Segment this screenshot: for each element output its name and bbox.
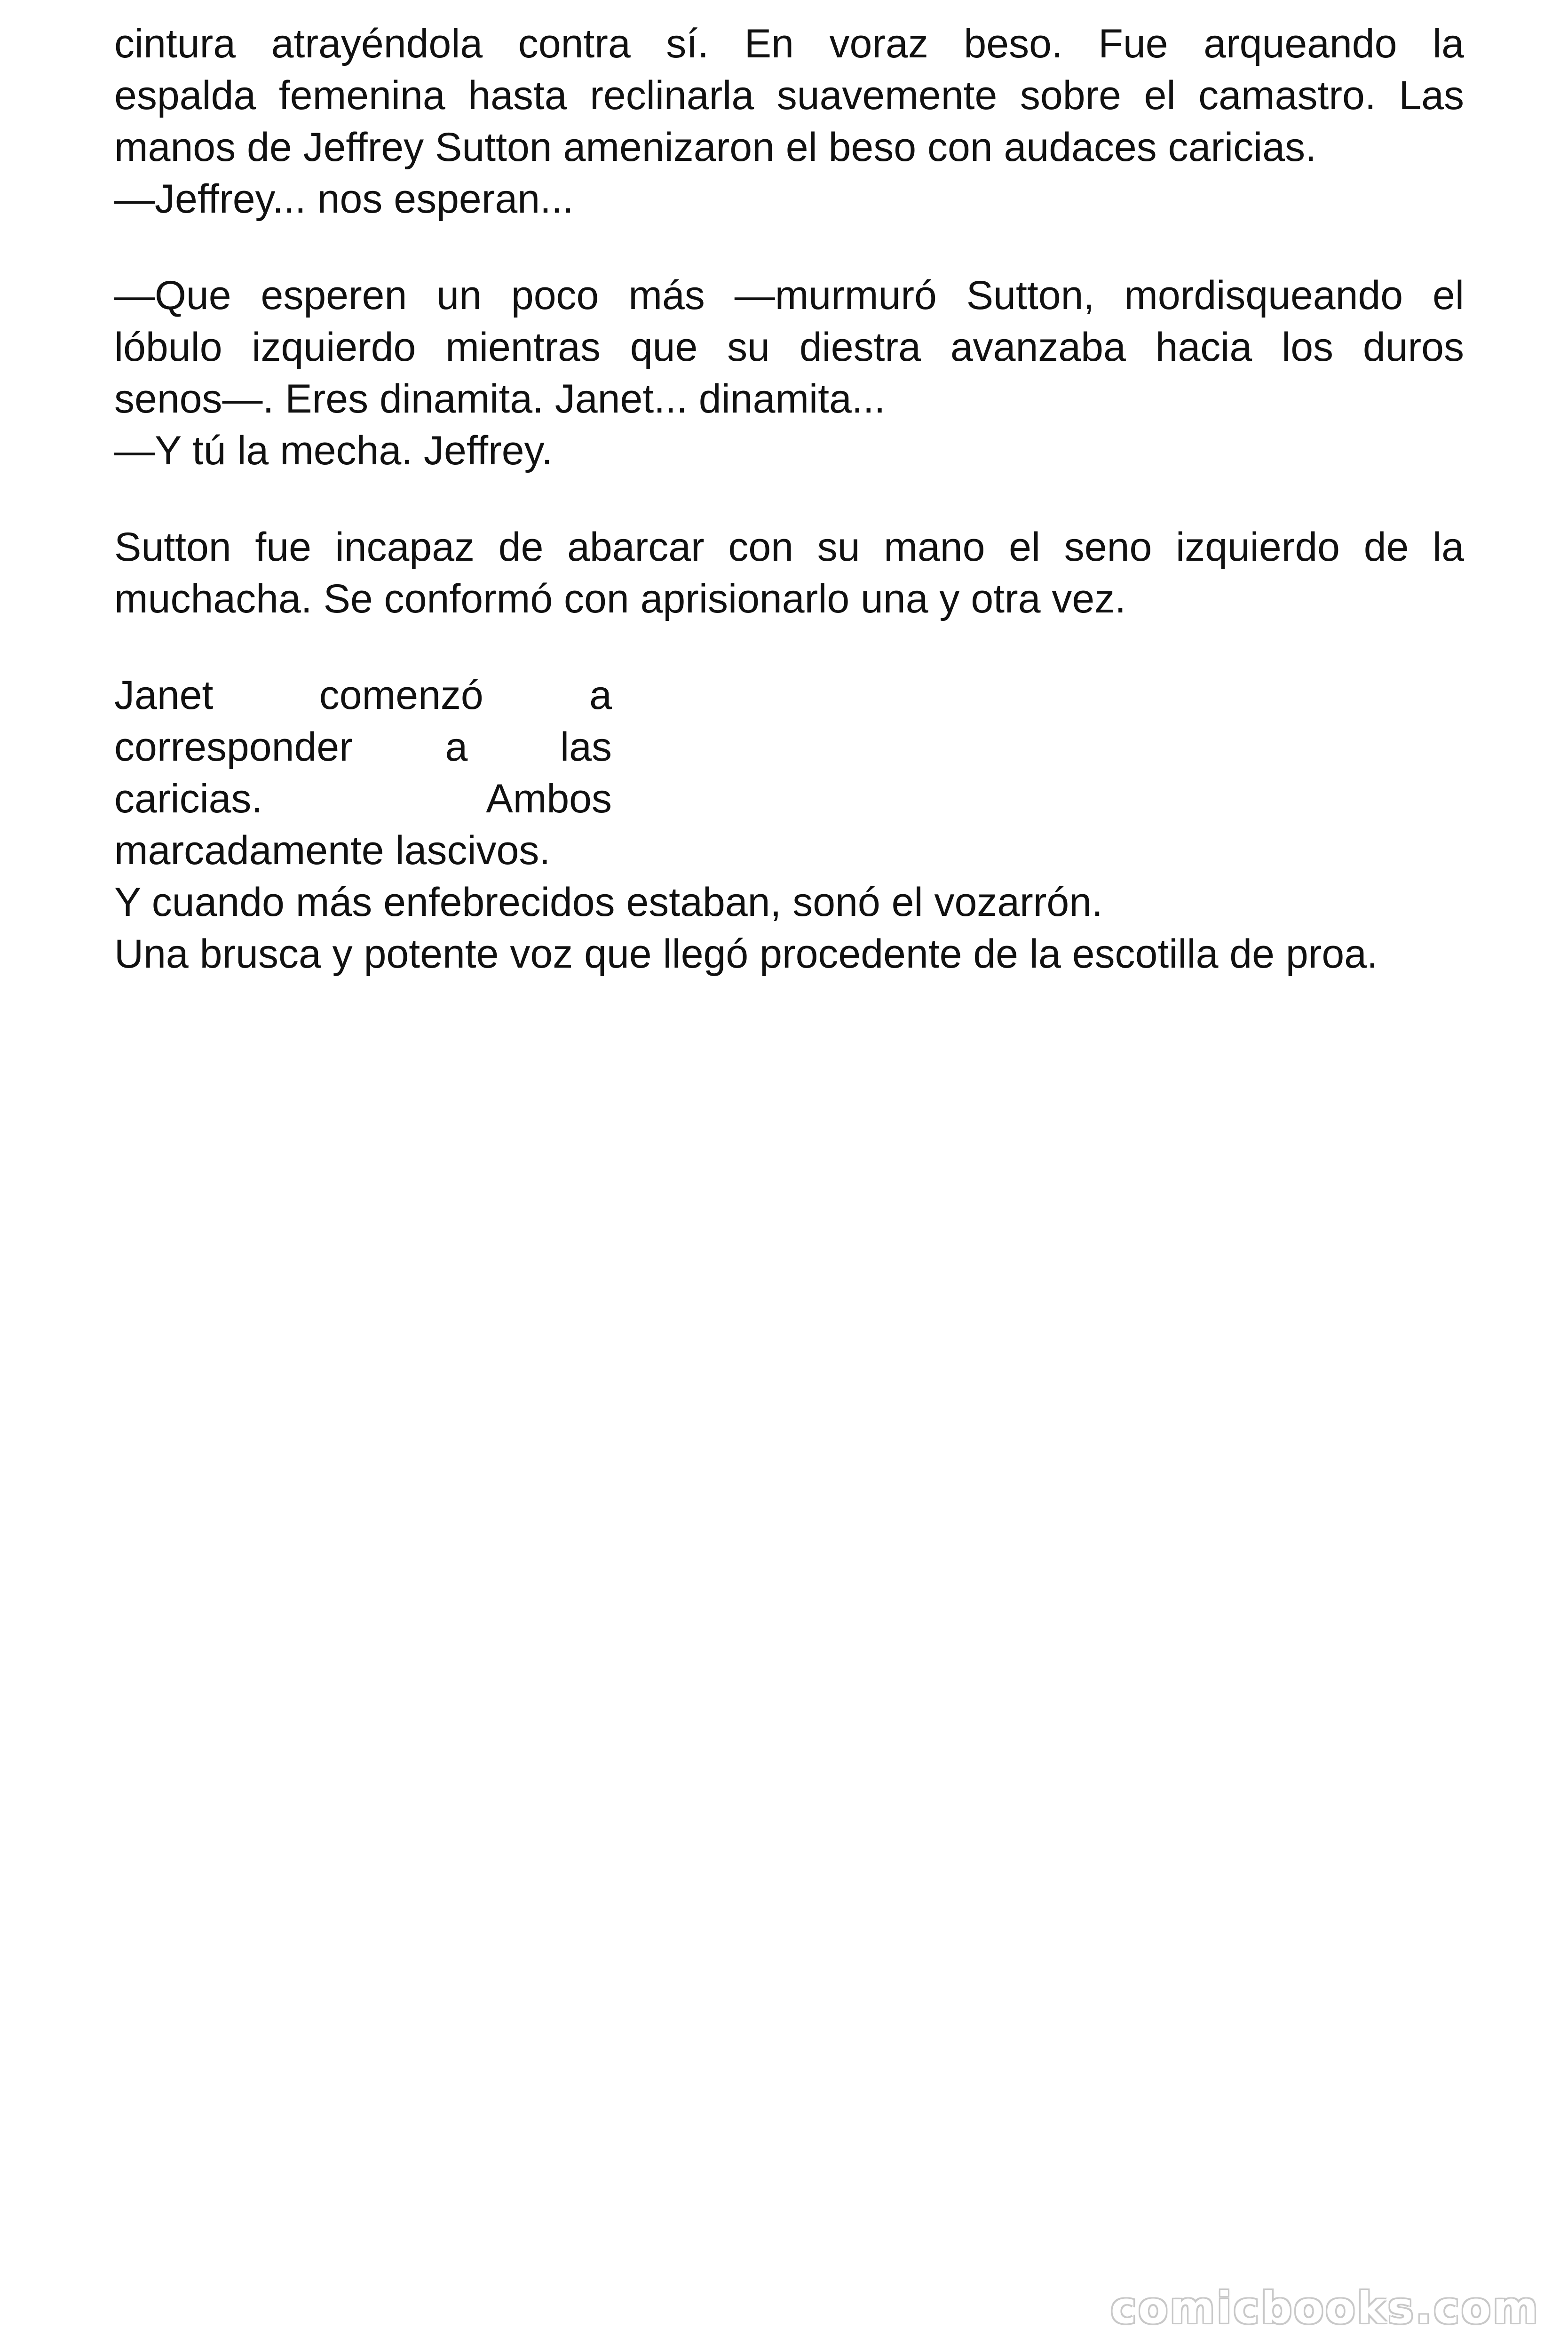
text-line: cintura atrayéndola contra sí. En voraz beso. Fue arqueando la [114,21,1464,66]
text-line: Sutton fue incapaz de abarcar con su mano el seno izquierdo de la [114,524,1464,570]
text-line: marcadamente lascivos. [114,828,551,873]
text-line: —Y tú la mecha. Jeffrey. [114,428,553,473]
paragraph-4 [114,669,1464,980]
text-line: —Jeffrey... nos esperan... [114,176,574,222]
text-line: senos—. Eres dinamita. Janet... dinamita... [114,376,886,421]
text-line: Y cuando más enfebrecidos estaban, sonó el vozarrón. [114,880,1103,925]
paragraph-2 [114,270,1464,477]
text-line: muchacha. Se conformó con aprisionarlo una y otra vez. [114,576,1126,621]
text-line: corresponder a las [114,724,612,770]
paragraph-1 [114,18,1464,225]
text-line: Janet comenzó a [114,673,612,718]
text-line: caricias. Ambos [114,776,612,821]
body-text [114,18,1464,1025]
text-line: Una brusca y potente voz que llegó procedente de la escotilla de proa. [114,931,1378,977]
text-line: espalda femenina hasta reclinarla suavemente sobre el camastro. Las [114,73,1464,118]
text-line: lóbulo izquierdo mientras que su diestra avanzaba hacia los duros [114,325,1464,370]
watermark-logo: comicbooks.com [1110,2283,1540,2333]
paragraph-3 [114,521,1464,625]
text-line: manos de Jeffrey Sutton amenizaron el beso con audaces caricias. [114,125,1316,170]
text-line: —Que esperen un poco más —murmuró Sutton, mordisqueando el [114,273,1464,318]
